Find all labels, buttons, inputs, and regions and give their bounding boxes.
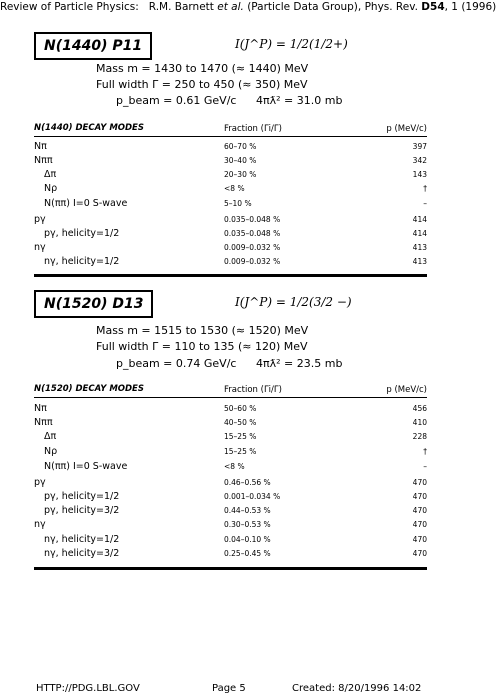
table-row: nγ, helicity=3/2 0.25–0.45 % 470 <box>44 548 427 559</box>
particle-2-width: Full width Γ = 110 to 135 (≈ 120) MeV <box>96 340 308 353</box>
header-journal: (Particle Data Group), Phys. Rev. <box>247 1 418 13</box>
header-volume: D54 <box>421 1 445 13</box>
footer-page: Page 5 <box>212 683 246 694</box>
particle-2-fraction-header: Fraction (Γi/Γ) <box>224 385 282 395</box>
particle-2-pbeam: p_beam = 0.74 GeV/c <box>116 357 237 370</box>
particle-2-mass: Mass m = 1515 to 1530 (≈ 1520) MeV <box>96 324 309 337</box>
particle-1-name: N(1440) P11 <box>44 38 143 54</box>
footer-url: HTTP://PDG.LBL.GOV <box>36 683 140 694</box>
particle-2-cross-section: 4πƛ² = 23.5 mb <box>256 357 343 370</box>
table-row: Δπ 20–30 % 143 <box>44 169 427 180</box>
header-page: , 1 (1996) <box>444 1 497 13</box>
table-1-rule <box>34 136 427 137</box>
particle-1-quantum-numbers: I(J^P) = 1/2(1/2+) <box>235 37 348 51</box>
particle-1-width: Full width Γ = 250 to 450 (≈ 350) MeV <box>96 78 308 91</box>
table-row: pγ 0.035–0.048 % 414 <box>34 214 427 225</box>
header-etal: et al. <box>217 1 244 13</box>
table-row: nγ 0.30–0.53 % 470 <box>34 519 427 530</box>
particle-2-name-box <box>34 290 153 318</box>
particle-1-cross-section: 4πƛ² = 31.0 mb <box>256 94 343 107</box>
particle-2-name: N(1520) D13 <box>44 296 144 312</box>
table-row: pγ, helicity=3/2 0.44–0.53 % 470 <box>44 505 427 516</box>
particle-2-quantum-numbers: I(J^P) = 1/2(3/2 −) <box>235 295 352 309</box>
table-row: nγ, helicity=1/2 0.04–0.10 % 470 <box>44 534 427 545</box>
particle-2-decay-header: N(1520) DECAY MODES <box>34 384 144 394</box>
running-header <box>0 1 496 13</box>
table-row: Nππ 30–40 % 342 <box>34 155 427 166</box>
header-prefix: Review of Particle Physics: <box>0 1 139 13</box>
particle-2-p-header: p (MeV/c) <box>386 385 427 395</box>
table-2-rule <box>34 397 427 398</box>
particle-1-pbeam: p_beam = 0.61 GeV/c <box>116 94 237 107</box>
particle-1-fraction-header: Fraction (Γi/Γ) <box>224 124 282 134</box>
footer-created: Created: 8/20/1996 14:02 <box>292 683 422 694</box>
particle-1-decay-header: N(1440) DECAY MODES <box>34 123 144 133</box>
particle-1-mass: Mass m = 1430 to 1470 (≈ 1440) MeV <box>96 62 309 75</box>
table-row: Nρ 15–25 % † <box>44 446 427 457</box>
table-row: pγ 0.46–0.56 % 470 <box>34 477 427 488</box>
table-row: pγ, helicity=1/2 0.001–0.034 % 470 <box>44 491 427 502</box>
table-row: Nπ 60–70 % 397 <box>34 141 427 152</box>
table-row: pγ, helicity=1/2 0.035–0.048 % 414 <box>44 228 427 239</box>
table-row: N(ππ) I=0 S-wave 5–10 % – <box>44 198 427 209</box>
table-row: nγ 0.009–0.032 % 413 <box>34 242 427 253</box>
particle-1-name-box <box>34 32 152 60</box>
particle-1-p-header: p (MeV/c) <box>386 124 427 134</box>
section-divider <box>34 567 427 570</box>
table-row: Nπ 50–60 % 456 <box>34 403 427 414</box>
header-authors: R.M. Barnett <box>148 1 214 13</box>
table-row: nγ, helicity=1/2 0.009–0.032 % 413 <box>44 256 427 267</box>
section-divider <box>34 274 427 277</box>
table-row: N(ππ) I=0 S-wave <8 % – <box>44 461 427 472</box>
table-row: Nππ 40–50 % 410 <box>34 417 427 428</box>
table-row: Δπ 15–25 % 228 <box>44 431 427 442</box>
table-row: Nρ <8 % † <box>44 183 427 194</box>
